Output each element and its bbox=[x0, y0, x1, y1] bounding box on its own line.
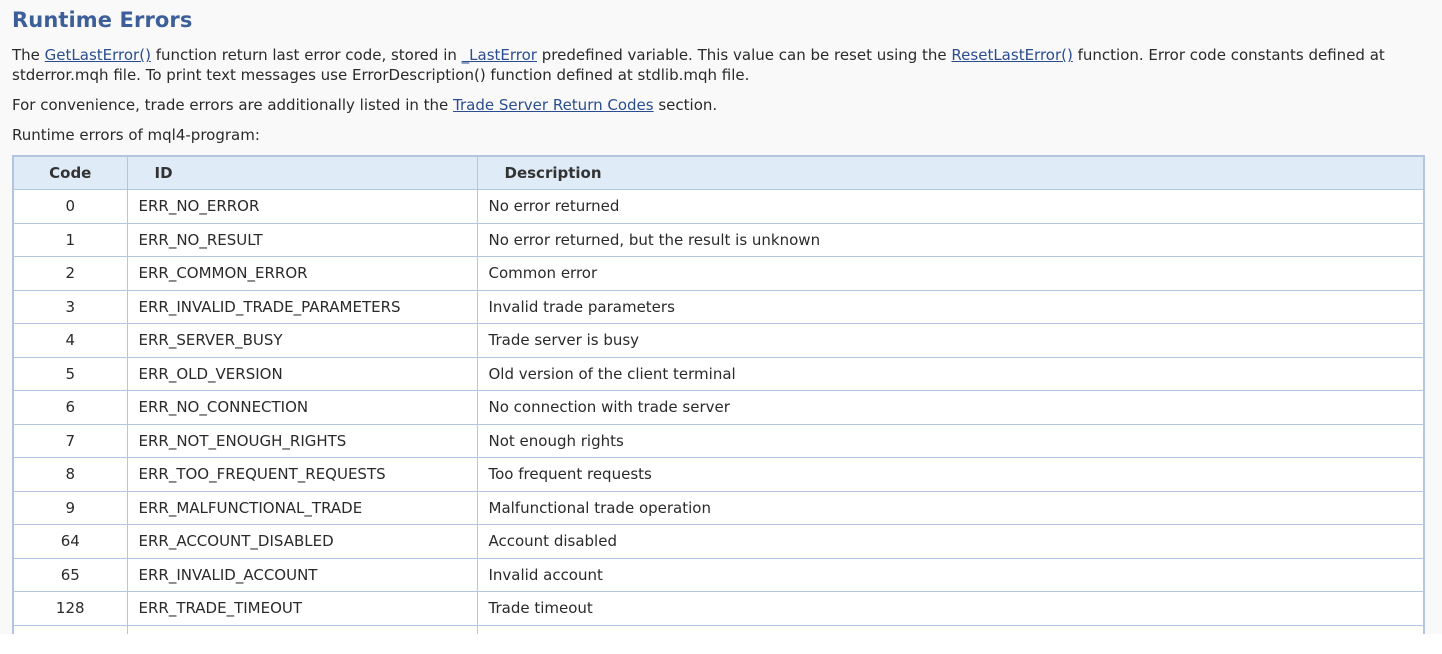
cell-code bbox=[13, 625, 127, 634]
cell-description: Account disabled bbox=[477, 525, 1424, 559]
table-row bbox=[13, 525, 1424, 559]
cell-code: 64 bbox=[13, 525, 127, 559]
page-content bbox=[12, 0, 1426, 634]
table-header-row bbox=[13, 156, 1424, 190]
table-row bbox=[13, 558, 1424, 592]
cell-description: Old version of the client terminal bbox=[477, 357, 1424, 391]
cell-description: No connection with trade server bbox=[477, 391, 1424, 425]
table-row bbox=[13, 458, 1424, 492]
cell-description bbox=[477, 625, 1424, 634]
table-row bbox=[13, 391, 1424, 425]
table-caption: Runtime errors of mql4-program: bbox=[12, 126, 260, 144]
cell-id: ERR_INVALID_ACCOUNT bbox=[127, 558, 477, 592]
convenience-paragraph bbox=[12, 95, 1426, 115]
cell-code: 5 bbox=[13, 357, 127, 391]
table-row bbox=[13, 324, 1424, 358]
table-row bbox=[13, 223, 1424, 257]
cell-description: Not enough rights bbox=[477, 424, 1424, 458]
convenience-text-1: For convenience, trade errors are additionally listed in the bbox=[12, 96, 454, 114]
cell-code: 4 bbox=[13, 324, 127, 358]
cell-id: ERR_ACCOUNT_DISABLED bbox=[127, 525, 477, 559]
cell-code: 1 bbox=[13, 223, 127, 257]
cell-id: ERR_MALFUNCTIONAL_TRADE bbox=[127, 491, 477, 525]
cell-code: 0 bbox=[13, 190, 127, 224]
table-row bbox=[13, 592, 1424, 626]
intro-text-4: function. Error code constants defined at stderror.mqh file. To print text messages use ErrorDescription() function defined at stdlib.mqh file. bbox=[12, 46, 1385, 84]
cell-description: Trade server is busy bbox=[477, 324, 1424, 358]
table-row bbox=[13, 357, 1424, 391]
header-id: ID bbox=[127, 156, 477, 190]
cell-id bbox=[127, 625, 477, 634]
cell-description: Common error bbox=[477, 257, 1424, 291]
page-bottom-strip bbox=[0, 634, 1442, 654]
cell-code: 9 bbox=[13, 491, 127, 525]
cell-description: Malfunctional trade operation bbox=[477, 491, 1424, 525]
cell-description: Too frequent requests bbox=[477, 458, 1424, 492]
cell-code: 7 bbox=[13, 424, 127, 458]
cell-code: 6 bbox=[13, 391, 127, 425]
header-description: Description bbox=[477, 156, 1424, 190]
table-row bbox=[13, 424, 1424, 458]
cell-id: ERR_COMMON_ERROR bbox=[127, 257, 477, 291]
cell-code: 3 bbox=[13, 290, 127, 324]
cell-id: ERR_SERVER_BUSY bbox=[127, 324, 477, 358]
resetlasterror-link[interactable]: ResetLastError() bbox=[951, 46, 1073, 64]
cell-code: 8 bbox=[13, 458, 127, 492]
intro-text-1: The bbox=[12, 46, 45, 64]
table-row bbox=[13, 257, 1424, 291]
cell-description: No error returned bbox=[477, 190, 1424, 224]
cell-id: ERR_NO_CONNECTION bbox=[127, 391, 477, 425]
header-code: Code bbox=[13, 156, 127, 190]
cell-id: ERR_TRADE_TIMEOUT bbox=[127, 592, 477, 626]
cell-description: No error returned, but the result is unknown bbox=[477, 223, 1424, 257]
table-row bbox=[13, 491, 1424, 525]
table-row bbox=[13, 290, 1424, 324]
cell-id: ERR_NO_RESULT bbox=[127, 223, 477, 257]
intro-text-2: function return last error code, stored in bbox=[150, 46, 462, 64]
cell-id: ERR_NOT_ENOUGH_RIGHTS bbox=[127, 424, 477, 458]
lasterror-link[interactable]: _LastError bbox=[461, 46, 537, 64]
cell-id: ERR_INVALID_TRADE_PARAMETERS bbox=[127, 290, 477, 324]
cell-id: ERR_TOO_FREQUENT_REQUESTS bbox=[127, 458, 477, 492]
convenience-text-2: section. bbox=[653, 96, 718, 114]
cell-description: Invalid trade parameters bbox=[477, 290, 1424, 324]
getlasterror-link[interactable]: GetLastError() bbox=[44, 46, 151, 64]
table-row bbox=[13, 190, 1424, 224]
page-title: Runtime Errors bbox=[12, 8, 193, 32]
cell-id: ERR_OLD_VERSION bbox=[127, 357, 477, 391]
trade-server-return-codes-link[interactable]: Trade Server Return Codes bbox=[453, 96, 654, 114]
table-row bbox=[13, 625, 1424, 634]
cell-description: Trade timeout bbox=[477, 592, 1424, 626]
intro-paragraph bbox=[12, 45, 1426, 85]
cell-code: 128 bbox=[13, 592, 127, 626]
intro-text-3: predefined variable. This value can be reset using the bbox=[536, 46, 952, 64]
cell-id: ERR_NO_ERROR bbox=[127, 190, 477, 224]
runtime-errors-table bbox=[12, 155, 1425, 634]
cell-code: 2 bbox=[13, 257, 127, 291]
cell-description: Invalid account bbox=[477, 558, 1424, 592]
cell-code: 65 bbox=[13, 558, 127, 592]
